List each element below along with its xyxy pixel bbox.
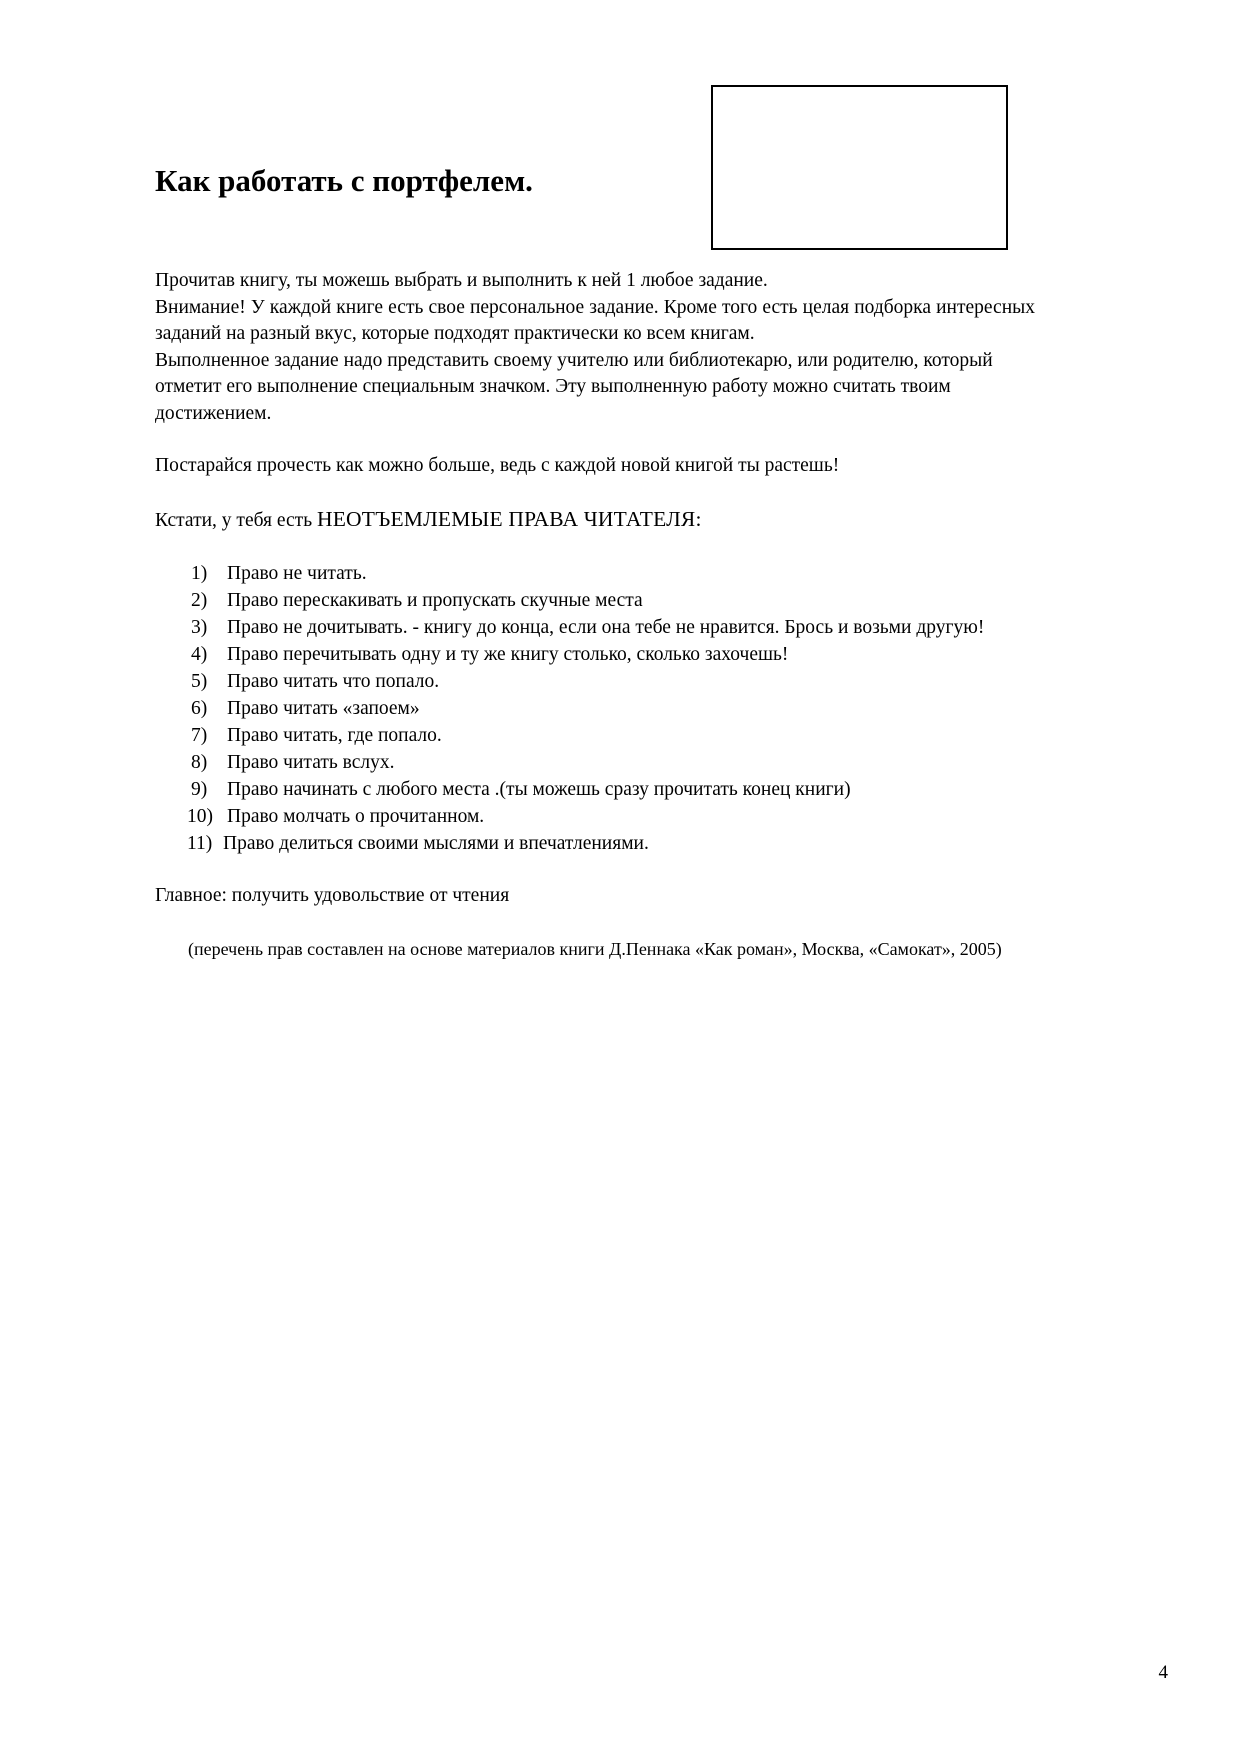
list-item-label: Право перечитывать одну и ту же книгу столько, сколько захочешь! [227, 644, 789, 665]
list-item [155, 560, 1035, 587]
list-item-number: 2) [191, 590, 208, 611]
list-item-number: 5) [191, 671, 208, 692]
list-item-number: 10) [187, 806, 213, 827]
list-item-number: 7) [191, 725, 208, 746]
list-item [155, 614, 1035, 641]
list-item-label: Право молчать о прочитанном. [227, 806, 485, 827]
closing-line: Главное: получить удовольствие от чтения [155, 885, 510, 906]
list-spacer [155, 534, 1035, 560]
list-item-label: Право перескакивать и пропускать скучные места [227, 590, 643, 611]
list-item-number: 9) [191, 779, 208, 800]
list-item [155, 587, 1035, 614]
list-item [155, 695, 1035, 722]
attribution-spacer [155, 910, 1035, 936]
intro-paragraph-1: Прочитав книгу, ты можешь выбрать и выполнить к ней 1 любое задание. [155, 270, 768, 291]
document-body [155, 268, 1035, 962]
list-item-number: 3) [191, 617, 208, 638]
paragraph-spacer [155, 480, 1035, 506]
list-item-number: 4) [191, 644, 208, 665]
list-item-number: 11) [187, 833, 213, 854]
page-header [0, 0, 1240, 276]
rights-intro-heading: НЕОТЪЕМЛЕМЫЕ ПРАВА ЧИТАТЕЛЯ: [316, 506, 702, 531]
list-item-label: Право начинать с любого места .(ты можешь сразу прочитать конец книги) [227, 779, 851, 800]
list-item [155, 641, 1035, 668]
list-item-label: Право делиться своими мыслями и впечатлениями. [223, 833, 649, 854]
list-item-label: Право не дочитывать. - книгу до конца, если она тебе не нравится. Брось и возьми другую! [227, 617, 985, 638]
list-item-label: Право читать, где попало. [227, 725, 442, 746]
source-attribution: (перечень прав составлен на основе материалов книги Д.Пеннака «Как роман», Москва, «Самокат», 2005) [188, 938, 1002, 959]
list-item [155, 722, 1035, 749]
empty-image-box [711, 85, 1008, 250]
list-item [155, 776, 1035, 803]
list-item-label: Право не читать. [227, 563, 367, 584]
list-item-number: 6) [191, 698, 208, 719]
page-title: Как работать с портфелем. [155, 162, 533, 198]
intro-paragraph-2: Внимание! У каждой книге есть свое персональное задание. Кроме того есть целая подборка интересных заданий на разный вкус, которые подходят практически ко всем книгам. [155, 296, 1035, 344]
list-item [155, 803, 1035, 830]
list-item-number: 8) [191, 752, 208, 773]
list-item-label: Право читать «запоем» [227, 698, 420, 719]
intro-paragraph-3: Выполненное задание надо представить своему учителю или библиотекарю, или родителю, который отметит его выполнение специальным значком. Эту выполненную работу можно считать твоим достижением. [155, 349, 993, 424]
intro-paragraph-4: Постарайся прочесть как можно больше, ведь с каждой новой книгой ты растешь! [155, 455, 840, 476]
paragraph-spacer [155, 427, 1035, 453]
closing-spacer [155, 857, 1035, 883]
reader-rights-list [155, 560, 1035, 857]
list-item-label: Право читать что попало. [227, 671, 440, 692]
list-item-label: Право читать вслух. [227, 752, 395, 773]
list-item-number: 1) [191, 563, 208, 584]
rights-intro-prefix: Кстати, у тебя есть [155, 509, 317, 531]
list-item [155, 668, 1035, 695]
page-number: 4 [1158, 1662, 1168, 1683]
rights-intro-line [155, 506, 1035, 535]
list-item [155, 749, 1035, 776]
list-item [155, 830, 1035, 857]
